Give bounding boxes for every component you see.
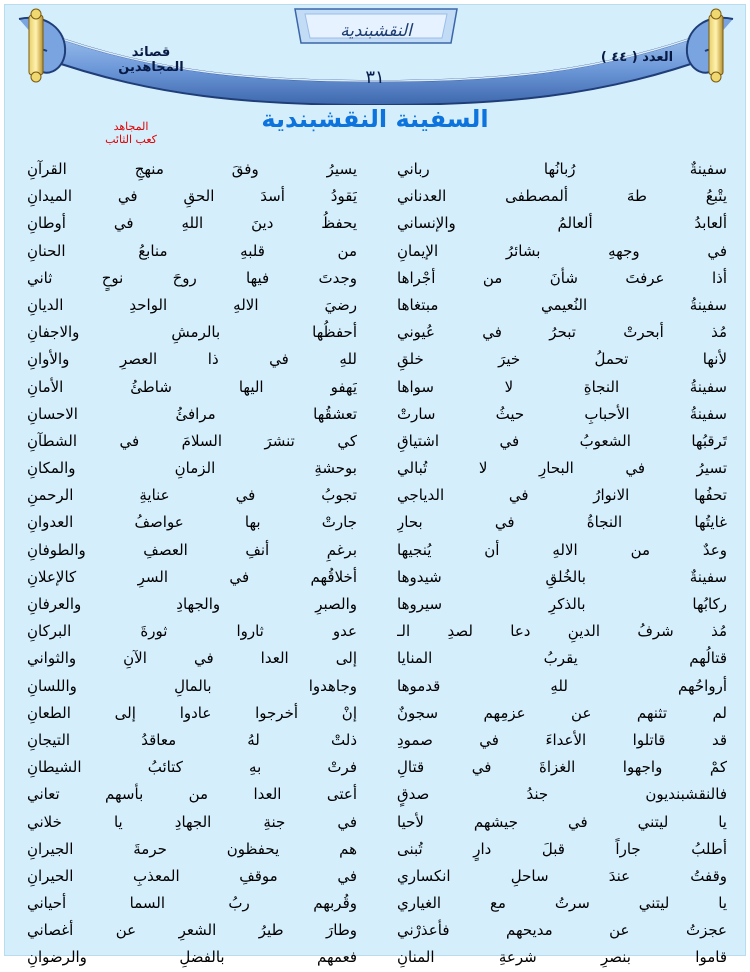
page-number: ٣١ <box>365 67 385 88</box>
verse-row <box>27 890 727 917</box>
verse-first-hemistich: يا ليتني سرتُ مع الغياري <box>397 894 727 913</box>
verse-second-hemistich: تعشقُها مرافئُ الاحسانِ <box>27 404 357 423</box>
verse-row <box>27 700 727 727</box>
verse-second-hemistich: فعمهم بالفضلِ والرضوانِ <box>27 948 357 967</box>
verse-row <box>27 156 727 183</box>
verse-row <box>27 754 727 781</box>
verse-first-hemistich: سفينةُ الأحبابِ حيثُ سارتْ <box>397 404 727 423</box>
verse-second-hemistich: يحفظُ دينَ اللهِ في أوطانِ <box>27 214 357 233</box>
verse-first-hemistich: ألعابدُ ألعالمُ والإنساني <box>397 214 727 233</box>
verse-second-hemistich: في جنةِ الجهادِ يا خلاني <box>27 812 357 831</box>
verse-first-hemistich: تحفُها الانوارُ في الدياجي <box>397 486 727 505</box>
verse-row <box>27 618 727 645</box>
verse-second-hemistich: وقُربهم ربُ السما أحياني <box>27 894 357 913</box>
poem-body <box>27 156 727 972</box>
verse-row <box>27 210 727 237</box>
verse-first-hemistich: لأنها تحملُ خيرَ خلقِ <box>397 350 727 369</box>
verse-row <box>27 781 727 808</box>
verse-second-hemistich: أعتى العدا من بأسهم تعاني <box>27 785 357 804</box>
verse-second-hemistich: يَهفو اليها شاطئُ الأمانِ <box>27 377 357 396</box>
verse-row <box>27 673 727 700</box>
verse-second-hemistich: رضيَ الالهِ الواحدِ الديانِ <box>27 295 357 314</box>
verse-first-hemistich: أطلبُ جاراً قبلَ دارٍ تُبنى <box>397 839 727 858</box>
verse-second-hemistich: أحفظُها بالرمشِ والاجفانِ <box>27 323 357 342</box>
verse-first-hemistich: تسيرُ في البحارِ لا تُبالي <box>397 459 727 478</box>
verse-first-hemistich: عجزتُ عن مديحهم فأعذرْني <box>397 921 727 940</box>
verse-second-hemistich: أخلاقُهم في السرِ كالإعلانِ <box>27 567 357 586</box>
verse-first-hemistich: مُذ أبحرتْ تبحرُ في عُيوني <box>397 323 727 342</box>
verse-first-hemistich: غايتُها النجاةُ في بحارِ <box>397 513 727 532</box>
verse-row <box>27 509 727 536</box>
verse-first-hemistich: في وجههِ بشائرُ الإيمانِ <box>397 241 727 260</box>
verse-row <box>27 944 727 971</box>
verse-first-hemistich: قاموا بنصرِ شرعةِ المنانِ <box>397 948 727 967</box>
verse-row <box>27 537 727 564</box>
verse-second-hemistich: يَقودُ أسدَ الحقِ في الميدانِ <box>27 187 357 206</box>
series-title: قصائد المجاهدين <box>118 45 184 75</box>
verse-row <box>27 183 727 210</box>
verse-row <box>27 482 727 509</box>
verse-second-hemistich: للهِ في ذا العصرِ والأوانِ <box>27 350 357 369</box>
verse-first-hemistich: فالنقشبنديون جندُ صدقٍ <box>397 785 727 804</box>
page <box>4 4 746 967</box>
verse-row <box>27 591 727 618</box>
verse-first-hemistich: ركابُها بالذكرِ سيروها <box>397 595 727 613</box>
author-line-2: كعب الثائب <box>105 133 157 146</box>
author-line-1: المجاهد <box>113 120 149 133</box>
verse-row <box>27 809 727 836</box>
verse-second-hemistich: ذلتْ لهُ معاقدُ التيجانِ <box>27 730 357 749</box>
verse-second-hemistich: جارتْ بها عواصفُ العدوانِ <box>27 513 357 532</box>
verse-second-hemistich: فرتْ بهِ كتائبُ الشيطانِ <box>27 758 357 777</box>
verse-second-hemistich: والصبرِ والجهادِ والعرفانِ <box>27 595 357 613</box>
verse-second-hemistich: إلى العدا في الآنِ والثواني <box>27 649 357 668</box>
verse-second-hemistich: وجدتَ فيها روحَ نوحٍ ثاني <box>27 268 357 287</box>
verse-row <box>27 292 727 319</box>
verse-row <box>27 401 727 428</box>
verse-row <box>27 265 727 292</box>
verse-first-hemistich: وقفتُ عندَ ساحلِ انكساري <box>397 866 727 885</box>
verse-row <box>27 564 727 591</box>
verse-first-hemistich: أرواحُهم للهِ قدموها <box>397 676 727 695</box>
verse-second-hemistich: كي تنشرَ السلامَ في الشطآنِ <box>27 431 357 450</box>
verse-second-hemistich: هم يحفظون حرمةَ الجيرانِ <box>27 839 357 858</box>
verse-first-hemistich: مُذ شرفُ الدينِ دعا لصدِ الـ <box>397 622 727 641</box>
verse-row <box>27 455 727 482</box>
verse-first-hemistich: سفينةٌ رُبانُها رباني <box>397 160 727 178</box>
verse-second-hemistich: تجوبُ في عنايةِ الرحمنِ <box>27 486 357 505</box>
verse-row <box>27 319 727 346</box>
verse-row <box>27 863 727 890</box>
verse-first-hemistich: سفينةُ النجاةِ لا سواها <box>397 377 727 396</box>
verse-row <box>27 917 727 944</box>
verse-first-hemistich: سفينةٌ بالخُلقِ شيدوها <box>397 567 727 586</box>
verse-second-hemistich: برغمِ أنفِ العصفِ والطوفانِ <box>27 540 357 559</box>
verse-second-hemistich: وجاهدوا بالمالِ واللسانِ <box>27 676 357 695</box>
verse-second-hemistich: بوحشةِ الزمانِ والمكانِ <box>27 459 357 478</box>
verse-row <box>27 238 727 265</box>
verse-second-hemistich: إنْ أخرجوا عادوا إلى الطعانِ <box>27 703 357 722</box>
verse-second-hemistich: يسيرُ وفقَ منهجِ القرآنِ <box>27 160 357 178</box>
verse-first-hemistich: وعدٌ من الالهِ أن يُنجيها <box>397 540 727 559</box>
verse-row <box>27 836 727 863</box>
verse-second-hemistich: في موقفِ المعذبِ الحيرانِ <box>27 866 357 885</box>
verse-first-hemistich: كمْ واجهوا الغزاةَ في قتالِ <box>397 758 727 777</box>
verse-second-hemistich: من قلبهِ منابعُ الحنانِ <box>27 241 357 260</box>
poem-title: السفينة النقشبندية <box>261 105 489 133</box>
verse-first-hemistich: قتالُهم يقربُ المنايا <box>397 649 727 668</box>
verse-row <box>27 727 727 754</box>
header-banner <box>5 5 747 105</box>
verse-first-hemistich: يتْبعُ طهَ ألمصطفى العدناني <box>397 187 727 206</box>
verse-second-hemistich: عدو ثاروا ثورةَ البركانِ <box>27 622 357 641</box>
verse-row <box>27 428 727 455</box>
verse-first-hemistich: أذا عرفتَ شأنَ من أجْراها <box>397 268 727 287</box>
verse-row <box>27 346 727 373</box>
verse-second-hemistich: وطارَ طيرُ الشعرِ عن أغصاني <box>27 921 357 940</box>
verse-first-hemistich: لم تثنهم عن عزمِهم سجونٌ <box>397 703 727 722</box>
verse-first-hemistich: قد قاتلوا الأعداءَ في صمودِ <box>397 730 727 749</box>
header-logo-text: النقشبندية <box>340 21 412 41</box>
verse-row <box>27 374 727 401</box>
verse-first-hemistich: تَرقبُها الشعوبُ في اشتياقِ <box>397 431 727 450</box>
verse-first-hemistich: سفينةُ النُعيمي مبتغاها <box>397 295 727 314</box>
issue-number: العدد ( ٤٤ ) <box>600 50 674 65</box>
verse-row <box>27 645 727 672</box>
author-signature <box>77 120 185 146</box>
verse-first-hemistich: يا ليتني في جيشهم لأحيا <box>397 812 727 831</box>
